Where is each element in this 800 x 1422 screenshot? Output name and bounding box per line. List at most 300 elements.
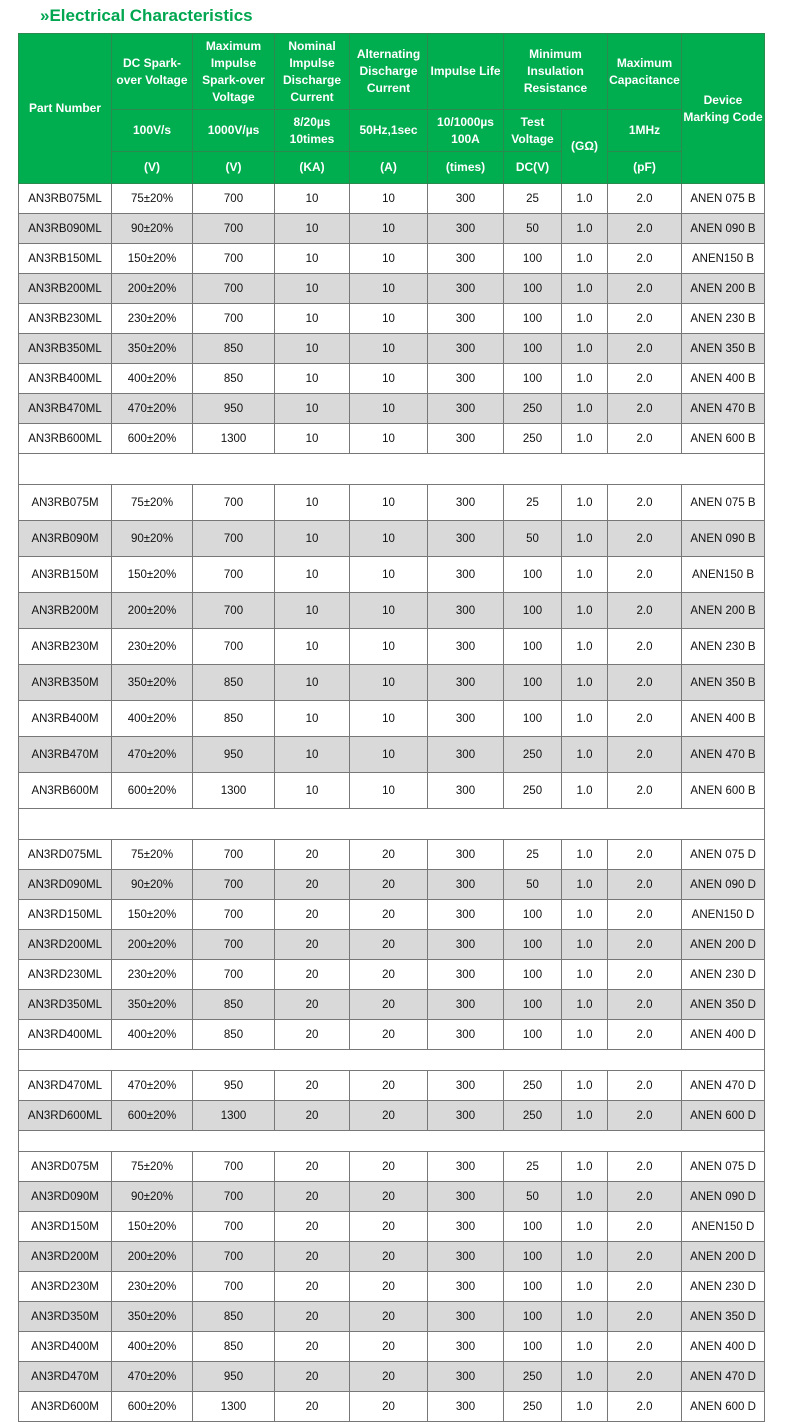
cell-test-voltage: 100 (504, 593, 562, 629)
cell-insulation: 1.0 (562, 214, 608, 244)
cell-insulation: 1.0 (562, 1242, 608, 1272)
cell-ac-current: 10 (350, 629, 428, 665)
cell-test-voltage: 25 (504, 485, 562, 521)
cell-part-number: AN3RD400M (19, 1332, 112, 1362)
cell-insulation: 1.0 (562, 1101, 608, 1131)
cell-dc-voltage: 230±20% (112, 304, 193, 334)
table-row (19, 990, 765, 1020)
cell-test-voltage: 100 (504, 1302, 562, 1332)
cell-marking-code: ANEN150 D (682, 900, 765, 930)
cell-insulation: 1.0 (562, 1071, 608, 1101)
header-nominal-discharge: Nominal Impulse Discharge Current (275, 34, 350, 110)
cell-ac-current: 10 (350, 364, 428, 394)
cell-discharge-current: 20 (275, 1302, 350, 1332)
cell-insulation: 1.0 (562, 930, 608, 960)
cell-discharge-current: 20 (275, 990, 350, 1020)
cell-part-number: AN3RD470M (19, 1362, 112, 1392)
cell-part-number: AN3RD470ML (19, 1071, 112, 1101)
cell-part-number: AN3RB400M (19, 701, 112, 737)
cell-capacitance: 2.0 (608, 990, 682, 1020)
cell-insulation: 1.0 (562, 394, 608, 424)
cell-insulation: 1.0 (562, 334, 608, 364)
unit-tv: DC(V) (504, 152, 562, 184)
cell-part-number: AN3RB350ML (19, 334, 112, 364)
spacer-row (19, 1131, 765, 1152)
cell-test-voltage: 100 (504, 990, 562, 1020)
cell-capacitance: 2.0 (608, 773, 682, 809)
cell-marking-code: ANEN150 B (682, 557, 765, 593)
cell-marking-code: ANEN 350 B (682, 665, 765, 701)
cell-part-number: AN3RD600ML (19, 1101, 112, 1131)
table-row (19, 773, 765, 809)
cell-marking-code: ANEN150 B (682, 244, 765, 274)
cell-impulse-life: 300 (428, 394, 504, 424)
cell-insulation: 1.0 (562, 1020, 608, 1050)
cell-capacitance: 2.0 (608, 960, 682, 990)
cell-part-number: AN3RB230ML (19, 304, 112, 334)
cell-test-voltage: 100 (504, 701, 562, 737)
cell-marking-code: ANEN150 D (682, 1212, 765, 1242)
cell-part-number: AN3RB200M (19, 593, 112, 629)
cell-impulse-voltage: 1300 (193, 773, 275, 809)
cell-discharge-current: 10 (275, 521, 350, 557)
cell-marking-code: ANEN 350 D (682, 990, 765, 1020)
cell-impulse-life: 300 (428, 1362, 504, 1392)
cond-test-voltage: Test Voltage (504, 110, 562, 152)
cell-marking-code: ANEN 200 D (682, 930, 765, 960)
cell-marking-code: ANEN 470 D (682, 1362, 765, 1392)
cell-marking-code: ANEN 400 D (682, 1332, 765, 1362)
cell-ac-current: 20 (350, 840, 428, 870)
cell-dc-voltage: 200±20% (112, 593, 193, 629)
table-row (19, 304, 765, 334)
cell-part-number: AN3RD200ML (19, 930, 112, 960)
cell-marking-code: ANEN 075 B (682, 485, 765, 521)
cell-part-number: AN3RB200ML (19, 274, 112, 304)
cell-test-voltage: 250 (504, 1392, 562, 1422)
cell-ac-current: 20 (350, 1020, 428, 1050)
cell-discharge-current: 20 (275, 840, 350, 870)
cell-impulse-voltage: 850 (193, 990, 275, 1020)
cell-marking-code: ANEN 200 D (682, 1242, 765, 1272)
section-title: »Electrical Characteristics (40, 6, 253, 25)
cell-marking-code: ANEN 470 D (682, 1071, 765, 1101)
cell-test-voltage: 100 (504, 900, 562, 930)
cell-dc-voltage: 90±20% (112, 1182, 193, 1212)
cell-test-voltage: 100 (504, 1332, 562, 1362)
cell-insulation: 1.0 (562, 485, 608, 521)
header-insulation-resistance: Minimum Insulation Resistance (504, 34, 608, 110)
cell-marking-code: ANEN 470 B (682, 394, 765, 424)
cell-part-number: AN3RB230M (19, 629, 112, 665)
cell-ac-current: 20 (350, 1302, 428, 1332)
header-ac-discharge: Alternating Discharge Current (350, 34, 428, 110)
table-row (19, 214, 765, 244)
cell-dc-voltage: 230±20% (112, 629, 193, 665)
cell-discharge-current: 10 (275, 394, 350, 424)
cell-test-voltage: 100 (504, 960, 562, 990)
cell-test-voltage: 25 (504, 1152, 562, 1182)
cell-impulse-life: 300 (428, 1272, 504, 1302)
cell-test-voltage: 25 (504, 840, 562, 870)
cell-marking-code: ANEN 075 D (682, 840, 765, 870)
cell-ac-current: 20 (350, 1182, 428, 1212)
cell-impulse-voltage: 950 (193, 1071, 275, 1101)
cell-capacitance: 2.0 (608, 840, 682, 870)
cell-ac-current: 20 (350, 1332, 428, 1362)
table-row (19, 364, 765, 394)
cell-part-number: AN3RB090M (19, 521, 112, 557)
cell-marking-code: ANEN 400 B (682, 364, 765, 394)
cell-impulse-voltage: 850 (193, 1020, 275, 1050)
cell-marking-code: ANEN 230 D (682, 1272, 765, 1302)
cell-part-number: AN3RB400ML (19, 364, 112, 394)
cell-test-voltage: 100 (504, 1242, 562, 1272)
cell-dc-voltage: 200±20% (112, 274, 193, 304)
cell-impulse-voltage: 700 (193, 1242, 275, 1272)
spacer-cell (19, 454, 765, 485)
table-row (19, 840, 765, 870)
cell-part-number: AN3RD400ML (19, 1020, 112, 1050)
cell-impulse-life: 300 (428, 334, 504, 364)
cell-dc-voltage: 200±20% (112, 1242, 193, 1272)
spacer-row (19, 454, 765, 485)
cell-insulation: 1.0 (562, 1212, 608, 1242)
unit-nid: (KA) (275, 152, 350, 184)
cell-part-number: AN3RD200M (19, 1242, 112, 1272)
cond-mc: 1MHz (608, 110, 682, 152)
cell-discharge-current: 20 (275, 1071, 350, 1101)
cell-discharge-current: 10 (275, 424, 350, 454)
cell-insulation: 1.0 (562, 665, 608, 701)
cond-nid: 8/20µs 10times (275, 110, 350, 152)
table-row (19, 485, 765, 521)
cell-capacitance: 2.0 (608, 737, 682, 773)
cell-marking-code: ANEN 600 D (682, 1392, 765, 1422)
cell-part-number: AN3RB470ML (19, 394, 112, 424)
cell-test-voltage: 250 (504, 394, 562, 424)
cell-capacitance: 2.0 (608, 1101, 682, 1131)
cell-capacitance: 2.0 (608, 557, 682, 593)
cell-part-number: AN3RB150ML (19, 244, 112, 274)
cell-dc-voltage: 400±20% (112, 701, 193, 737)
cell-impulse-voltage: 700 (193, 557, 275, 593)
cell-dc-voltage: 350±20% (112, 990, 193, 1020)
cell-impulse-life: 300 (428, 990, 504, 1020)
cell-discharge-current: 20 (275, 1332, 350, 1362)
cell-test-voltage: 100 (504, 364, 562, 394)
cell-dc-voltage: 75±20% (112, 1152, 193, 1182)
cond-dc: 100V/s (112, 110, 193, 152)
cell-capacitance: 2.0 (608, 870, 682, 900)
cell-marking-code: ANEN 200 B (682, 593, 765, 629)
cell-marking-code: ANEN 075 B (682, 184, 765, 214)
unit-mir: (GΩ) (562, 110, 608, 184)
cell-discharge-current: 10 (275, 665, 350, 701)
table-row (19, 424, 765, 454)
cell-impulse-voltage: 700 (193, 1212, 275, 1242)
cell-marking-code: ANEN 400 D (682, 1020, 765, 1050)
header-dc-spark-over: DC Spark-over Voltage (112, 34, 193, 110)
unit-mis: (V) (193, 152, 275, 184)
cell-test-voltage: 100 (504, 1272, 562, 1302)
cell-discharge-current: 10 (275, 334, 350, 364)
electrical-characteristics-table (18, 33, 765, 1422)
cond-il: 10/1000µs 100A (428, 110, 504, 152)
cell-impulse-voltage: 700 (193, 930, 275, 960)
spacer-cell (19, 809, 765, 840)
cell-dc-voltage: 90±20% (112, 521, 193, 557)
cell-impulse-life: 300 (428, 244, 504, 274)
cell-test-voltage: 250 (504, 1101, 562, 1131)
cell-dc-voltage: 600±20% (112, 1101, 193, 1131)
cell-dc-voltage: 200±20% (112, 930, 193, 960)
cell-impulse-life: 300 (428, 1332, 504, 1362)
cell-ac-current: 10 (350, 521, 428, 557)
cell-insulation: 1.0 (562, 773, 608, 809)
cell-impulse-life: 300 (428, 214, 504, 244)
cell-impulse-life: 300 (428, 870, 504, 900)
cell-insulation: 1.0 (562, 1182, 608, 1212)
table-row (19, 394, 765, 424)
cell-impulse-life: 300 (428, 364, 504, 394)
cell-test-voltage: 100 (504, 930, 562, 960)
cell-part-number: AN3RD075ML (19, 840, 112, 870)
cell-marking-code: ANEN 470 B (682, 737, 765, 773)
cell-discharge-current: 10 (275, 773, 350, 809)
cell-dc-voltage: 470±20% (112, 737, 193, 773)
cell-impulse-voltage: 700 (193, 900, 275, 930)
cell-discharge-current: 20 (275, 1392, 350, 1422)
cell-impulse-voltage: 850 (193, 1332, 275, 1362)
cell-capacitance: 2.0 (608, 394, 682, 424)
cell-capacitance: 2.0 (608, 364, 682, 394)
cell-ac-current: 10 (350, 665, 428, 701)
table-row (19, 521, 765, 557)
cell-impulse-voltage: 700 (193, 840, 275, 870)
spacer-cell (19, 1050, 765, 1071)
cell-capacitance: 2.0 (608, 1071, 682, 1101)
cell-dc-voltage: 150±20% (112, 900, 193, 930)
cell-marking-code: ANEN 600 B (682, 424, 765, 454)
cell-marking-code: ANEN 230 B (682, 629, 765, 665)
cell-capacitance: 2.0 (608, 1272, 682, 1302)
cell-insulation: 1.0 (562, 184, 608, 214)
cell-part-number: AN3RB600ML (19, 424, 112, 454)
header-max-impulse: Maximum Impulse Spark-over Voltage (193, 34, 275, 110)
cell-insulation: 1.0 (562, 960, 608, 990)
table-row (19, 701, 765, 737)
cell-insulation: 1.0 (562, 1152, 608, 1182)
cell-discharge-current: 10 (275, 244, 350, 274)
cell-ac-current: 10 (350, 773, 428, 809)
cell-discharge-current: 20 (275, 1101, 350, 1131)
cell-marking-code: ANEN 090 D (682, 1182, 765, 1212)
cell-impulse-life: 300 (428, 1152, 504, 1182)
cell-capacitance: 2.0 (608, 485, 682, 521)
cell-test-voltage: 250 (504, 773, 562, 809)
cell-part-number: AN3RB075M (19, 485, 112, 521)
cell-impulse-voltage: 700 (193, 870, 275, 900)
cell-impulse-voltage: 850 (193, 1302, 275, 1332)
cell-discharge-current: 10 (275, 184, 350, 214)
cell-discharge-current: 20 (275, 1272, 350, 1302)
cell-insulation: 1.0 (562, 364, 608, 394)
cell-ac-current: 10 (350, 394, 428, 424)
cell-discharge-current: 10 (275, 274, 350, 304)
cell-impulse-life: 300 (428, 1071, 504, 1101)
cell-insulation: 1.0 (562, 593, 608, 629)
cell-insulation: 1.0 (562, 840, 608, 870)
cell-test-voltage: 100 (504, 1212, 562, 1242)
cell-dc-voltage: 75±20% (112, 840, 193, 870)
cell-dc-voltage: 150±20% (112, 1212, 193, 1242)
cell-impulse-voltage: 850 (193, 364, 275, 394)
cell-dc-voltage: 75±20% (112, 485, 193, 521)
cell-capacitance: 2.0 (608, 593, 682, 629)
cell-ac-current: 20 (350, 930, 428, 960)
cell-capacitance: 2.0 (608, 900, 682, 930)
cell-impulse-voltage: 700 (193, 244, 275, 274)
cell-ac-current: 10 (350, 184, 428, 214)
cell-ac-current: 20 (350, 1362, 428, 1392)
cell-test-voltage: 50 (504, 214, 562, 244)
cell-marking-code: ANEN 090 B (682, 521, 765, 557)
cell-impulse-life: 300 (428, 1020, 504, 1050)
cell-discharge-current: 10 (275, 364, 350, 394)
table-row (19, 900, 765, 930)
cell-impulse-voltage: 950 (193, 1362, 275, 1392)
cell-impulse-voltage: 700 (193, 629, 275, 665)
cell-impulse-life: 300 (428, 840, 504, 870)
cell-dc-voltage: 470±20% (112, 1362, 193, 1392)
table-row (19, 1071, 765, 1101)
table-row (19, 557, 765, 593)
cell-ac-current: 10 (350, 737, 428, 773)
cell-test-voltage: 100 (504, 629, 562, 665)
cell-marking-code: ANEN 600 D (682, 1101, 765, 1131)
cell-part-number: AN3RB350M (19, 665, 112, 701)
cell-part-number: AN3RB600M (19, 773, 112, 809)
cell-impulse-voltage: 1300 (193, 1101, 275, 1131)
cell-marking-code: ANEN 075 D (682, 1152, 765, 1182)
cell-impulse-life: 300 (428, 1101, 504, 1131)
cell-dc-voltage: 350±20% (112, 665, 193, 701)
cell-test-voltage: 100 (504, 304, 562, 334)
cell-dc-voltage: 230±20% (112, 1272, 193, 1302)
cell-discharge-current: 10 (275, 701, 350, 737)
cell-impulse-life: 300 (428, 665, 504, 701)
cell-ac-current: 10 (350, 485, 428, 521)
cell-part-number: AN3RD230ML (19, 960, 112, 990)
cell-marking-code: ANEN 230 D (682, 960, 765, 990)
cell-insulation: 1.0 (562, 990, 608, 1020)
cell-capacitance: 2.0 (608, 665, 682, 701)
cell-marking-code: ANEN 350 D (682, 1302, 765, 1332)
cell-dc-voltage: 470±20% (112, 394, 193, 424)
table-row (19, 629, 765, 665)
cell-dc-voltage: 400±20% (112, 364, 193, 394)
cell-discharge-current: 10 (275, 304, 350, 334)
cell-impulse-life: 300 (428, 1392, 504, 1422)
cell-discharge-current: 20 (275, 930, 350, 960)
cell-test-voltage: 50 (504, 1182, 562, 1212)
cell-impulse-voltage: 950 (193, 394, 275, 424)
cell-dc-voltage: 350±20% (112, 334, 193, 364)
cell-capacitance: 2.0 (608, 334, 682, 364)
table-row (19, 1332, 765, 1362)
cell-capacitance: 2.0 (608, 521, 682, 557)
cell-dc-voltage: 150±20% (112, 557, 193, 593)
cell-test-voltage: 25 (504, 184, 562, 214)
cell-discharge-current: 10 (275, 737, 350, 773)
cell-impulse-voltage: 700 (193, 274, 275, 304)
unit-il: (times) (428, 152, 504, 184)
cell-impulse-life: 300 (428, 593, 504, 629)
cell-discharge-current: 20 (275, 1362, 350, 1392)
cell-test-voltage: 100 (504, 274, 562, 304)
cell-discharge-current: 10 (275, 629, 350, 665)
cell-impulse-life: 300 (428, 701, 504, 737)
cell-marking-code: ANEN 200 B (682, 274, 765, 304)
cell-insulation: 1.0 (562, 521, 608, 557)
cell-impulse-voltage: 700 (193, 485, 275, 521)
cell-impulse-life: 300 (428, 1212, 504, 1242)
cell-ac-current: 20 (350, 1212, 428, 1242)
table-row (19, 1242, 765, 1272)
cell-insulation: 1.0 (562, 629, 608, 665)
cell-impulse-voltage: 700 (193, 1272, 275, 1302)
cell-ac-current: 10 (350, 334, 428, 364)
table-row (19, 1152, 765, 1182)
cell-impulse-voltage: 700 (193, 593, 275, 629)
table-row (19, 737, 765, 773)
cell-test-voltage: 100 (504, 244, 562, 274)
cell-dc-voltage: 470±20% (112, 1071, 193, 1101)
cell-capacitance: 2.0 (608, 930, 682, 960)
cell-impulse-life: 300 (428, 1182, 504, 1212)
cell-marking-code: ANEN 400 B (682, 701, 765, 737)
cell-impulse-life: 300 (428, 274, 504, 304)
cell-ac-current: 20 (350, 990, 428, 1020)
cell-dc-voltage: 400±20% (112, 1332, 193, 1362)
unit-adc: (A) (350, 152, 428, 184)
table-row (19, 593, 765, 629)
cell-discharge-current: 20 (275, 1152, 350, 1182)
cell-capacitance: 2.0 (608, 214, 682, 244)
header-capacitance: Maximum Capacitance (608, 34, 682, 110)
cell-capacitance: 2.0 (608, 1152, 682, 1182)
header-marking-code: Device Marking Code (682, 34, 765, 184)
cell-capacitance: 2.0 (608, 1332, 682, 1362)
cell-capacitance: 2.0 (608, 1020, 682, 1050)
table-row (19, 1362, 765, 1392)
cell-part-number: AN3RD075M (19, 1152, 112, 1182)
table-row (19, 1302, 765, 1332)
cell-impulse-voltage: 700 (193, 960, 275, 990)
header-impulse-life: Impulse Life (428, 34, 504, 110)
cell-capacitance: 2.0 (608, 1182, 682, 1212)
cell-dc-voltage: 400±20% (112, 1020, 193, 1050)
cell-insulation: 1.0 (562, 1302, 608, 1332)
cell-insulation: 1.0 (562, 304, 608, 334)
cell-part-number: AN3RD230M (19, 1272, 112, 1302)
cell-ac-current: 20 (350, 1152, 428, 1182)
cell-impulse-life: 300 (428, 485, 504, 521)
cell-test-voltage: 250 (504, 1362, 562, 1392)
cell-dc-voltage: 600±20% (112, 773, 193, 809)
cell-insulation: 1.0 (562, 701, 608, 737)
